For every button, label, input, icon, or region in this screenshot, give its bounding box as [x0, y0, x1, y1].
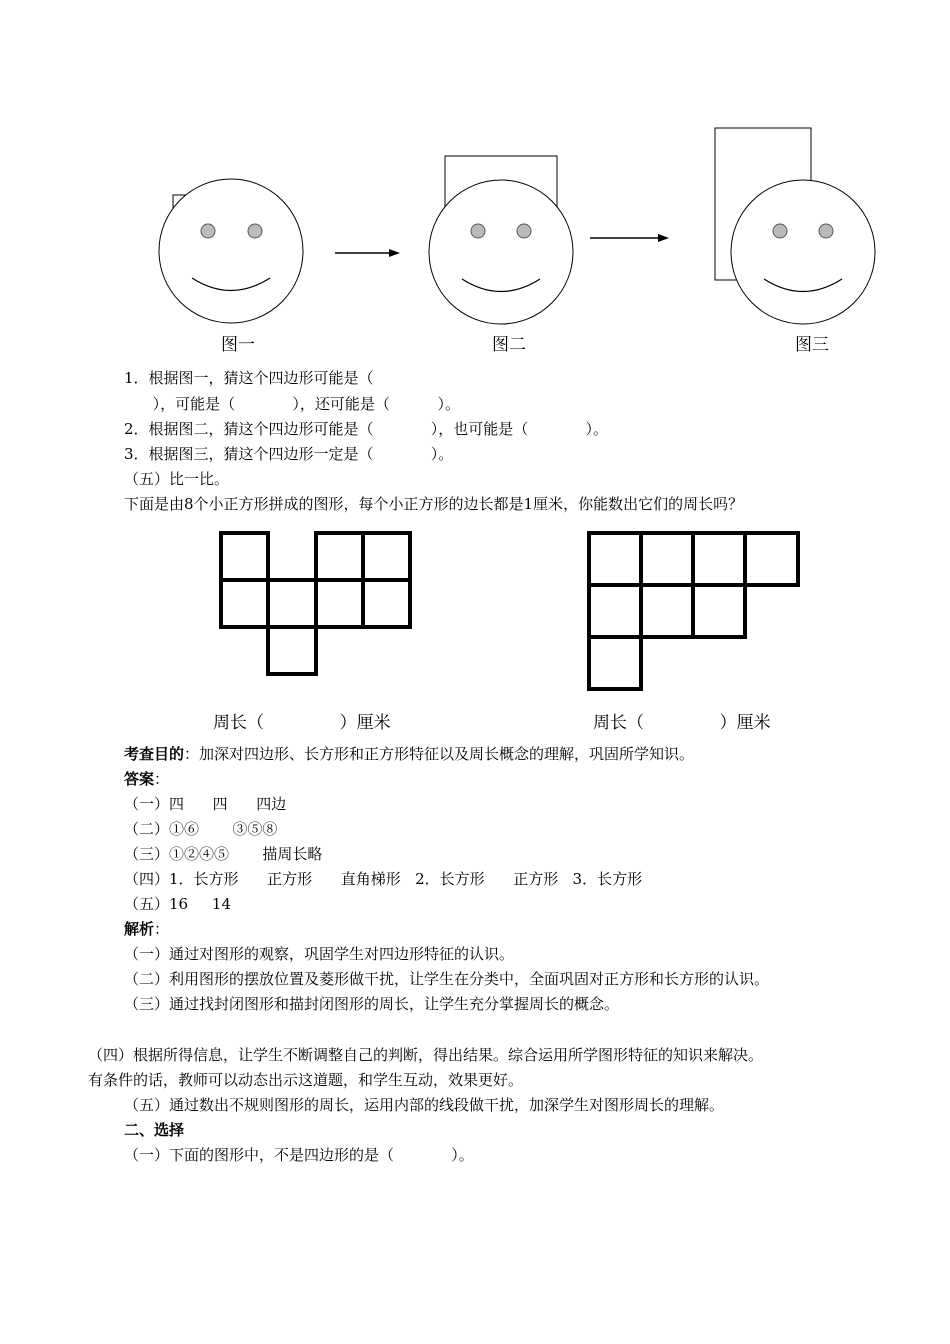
analysis-5: （五）通过数出不规则图形的周长，运用内部的线段做干扰，加深学生对图形周长的理解。 [124, 1096, 725, 1114]
grid-shape-left [221, 533, 410, 674]
answer-line: （五）16 14 [124, 895, 232, 913]
answer-line: （三）①②④⑤ 描周长略 [124, 845, 323, 863]
left-eye-icon [201, 224, 215, 238]
arrow-right-icon [590, 234, 669, 242]
figure-two-caption: 图二 [492, 335, 526, 355]
smiley-face-2 [429, 180, 573, 324]
section-5-title: （五）比一比。 [124, 470, 230, 488]
purpose-label: 考查目的 [124, 745, 185, 763]
analysis-colon: ： [154, 920, 170, 938]
arrow-right-icon [335, 249, 400, 257]
right-eye-icon [248, 224, 262, 238]
figure-three-caption: 图三 [795, 335, 829, 355]
perimeter-label-left: 周长（ ）厘米 [213, 713, 391, 733]
purpose-line [124, 745, 694, 763]
answer-line: （一）四 四 四边 [124, 795, 287, 813]
perimeter-label-right: 周长（ ）厘米 [593, 713, 771, 733]
answer-label: 答案 [124, 770, 155, 788]
smiley-face-1 [159, 179, 303, 323]
purpose-text: ：加深对四边形、长方形和正方形特征以及周长概念的理解，巩固所学知识。 [184, 745, 695, 763]
figure-one [159, 179, 303, 323]
answer-heading [124, 770, 169, 788]
question-1-line-1: 1．根据图一，猜这个四边形可能是（ [124, 369, 374, 387]
figure-one-caption: 图一 [221, 335, 255, 355]
analysis-heading [124, 920, 169, 938]
answer-colon: ： [154, 770, 170, 788]
right-eye-icon [819, 224, 833, 238]
analysis-line: （二）利用图形的摆放位置及菱形做干扰，让学生在分类中，全面巩固对正方形和长方形的认识。 [124, 970, 770, 988]
right-eye-icon [517, 224, 531, 238]
smiley-face-3 [731, 180, 875, 324]
section-2-question-1: （一）下面的图形中，不是四边形的是（ ）。 [124, 1146, 474, 1164]
analysis-line: （一）通过对图形的观察，巩固学生对四边形特征的认识。 [124, 945, 515, 963]
left-eye-icon [773, 224, 787, 238]
question-3: 3．根据图三，猜这个四边形一定是（ ）。 [124, 445, 454, 463]
left-eye-icon [471, 224, 485, 238]
question-1-line-2: ），可能是（ ），还可能是（ ）。 [124, 395, 461, 413]
answer-line: （二）①⑥ ③⑤⑧ [124, 820, 278, 838]
figure-three [715, 128, 875, 324]
section-5-intro: 下面是由8个小正方形拼成的图形，每个小正方形的边长都是1厘米，你能数出它们的周长吗？ [124, 495, 744, 513]
analysis-line: （三）通过找封闭图形和描封闭图形的周长，让学生充分掌握周长的概念。 [124, 995, 620, 1013]
analysis-4-line-1: （四）根据所得信息，让学生不断调整自己的判断，得出结果。综合运用所学图形特征的知识来解决。 [88, 1046, 764, 1064]
section-2-title: 二、选择 [124, 1121, 185, 1139]
question-2: 2．根据图二，猜这个四边形可能是（ ），也可能是（ ）。 [124, 420, 608, 438]
grid-shape-right [589, 533, 798, 689]
answer-line: （四）1．长方形 正方形 直角梯形 2．长方形 正方形 3．长方形 [124, 870, 643, 888]
analysis-label: 解析 [124, 920, 155, 938]
figure-two [429, 156, 573, 324]
analysis-4-line-2: 有条件的话，教师可以动态出示这道题，和学生互动，效果更好。 [88, 1071, 524, 1089]
